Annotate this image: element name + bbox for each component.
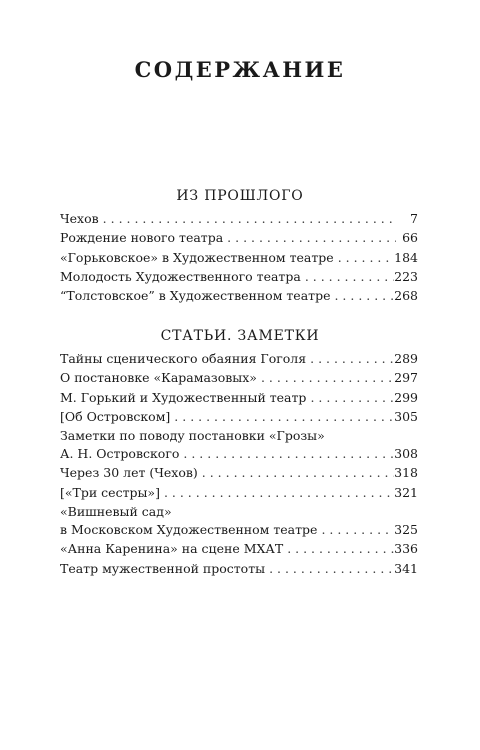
toc-entry[interactable]	[60, 484, 418, 502]
toc-entry[interactable]	[60, 389, 418, 407]
toc-entry-page: 7	[410, 211, 418, 226]
dot-leader	[223, 229, 396, 247]
toc-entry[interactable]	[60, 229, 418, 247]
dot-leader	[306, 389, 394, 407]
dot-leader	[99, 210, 396, 228]
toc-entry-title: Рождение нового театра	[60, 230, 224, 246]
toc-entry-page: 305	[394, 408, 418, 424]
dot-leader	[306, 350, 394, 368]
toc-entry-title-line1: «Вишневый сад»	[60, 504, 172, 520]
dot-leader	[283, 540, 394, 558]
toc-entry-title: «Горьковское» в Художественном театре	[60, 249, 334, 265]
toc-entry-title: в Московском Художественном театре	[60, 522, 318, 538]
toc-entry[interactable]	[60, 268, 418, 286]
toc-entry-page: 321	[394, 484, 418, 500]
toc-entry[interactable]	[60, 369, 418, 387]
toc-entry-title: О постановке «Карамазовых»	[60, 370, 257, 386]
toc-entry-page: 325	[394, 522, 418, 538]
toc-entry[interactable]	[60, 503, 418, 539]
toc-entry-title: Тайны сценического обаяния Гоголя	[60, 351, 307, 366]
toc-entry-page: 336	[394, 541, 418, 557]
toc-entry-page: 318	[394, 465, 418, 481]
toc-entry-title: “Толстовское” в Художественном театре	[60, 288, 331, 304]
toc-entry-page: 297	[394, 370, 418, 386]
toc-list-stati-zametki	[60, 350, 418, 579]
toc-entry-page: 299	[394, 389, 418, 405]
toc-entry-title-line1: Заметки по поводу постановки «Грозы»	[60, 428, 325, 444]
toc-entry-page: 308	[394, 446, 418, 462]
toc-entry[interactable]	[60, 249, 418, 267]
dot-leader	[160, 484, 394, 502]
section-title-stati-zametki: СТАТЬИ. ЗАМЕТКИ	[160, 328, 320, 344]
toc-entry-page: 66	[402, 230, 418, 246]
toc-entry-title: Театр мужественной простоты	[60, 560, 266, 576]
toc-entry-title: М. Горький и Художественный театр	[60, 389, 307, 405]
dot-leader	[257, 369, 394, 387]
toc-entry[interactable]	[60, 540, 418, 558]
toc-entry-title: [«Три сестры»]	[60, 484, 160, 500]
toc-entry-title: [Об Островском]	[60, 408, 171, 424]
toc-entry-page: 268	[394, 288, 418, 304]
toc-entry[interactable]	[60, 210, 418, 228]
toc-entry-page: 289	[394, 351, 418, 366]
dot-leader	[330, 287, 394, 305]
section-title-iz-proshlogo: ИЗ ПРОШЛОГО	[176, 188, 304, 204]
dot-leader	[170, 408, 394, 426]
dot-leader	[179, 445, 394, 463]
toc-entry-page: 184	[394, 249, 418, 265]
toc-entry-title: А. Н. Островского	[60, 446, 180, 462]
dot-leader	[301, 268, 394, 286]
toc-entry-title: «Анна Каренина» на сцене МХАТ	[60, 541, 284, 557]
toc-entry-title: Через 30 лет (Чехов)	[60, 465, 198, 481]
dot-leader	[265, 560, 394, 578]
toc-entry-title: Молодость Художественного театра	[60, 268, 301, 284]
toc-entry-title: Чехов	[60, 211, 99, 226]
toc-entry[interactable]	[60, 560, 418, 578]
dot-leader	[317, 521, 394, 539]
toc-entry-page: 223	[394, 268, 418, 284]
toc-entry[interactable]	[60, 350, 418, 368]
toc-entry[interactable]	[60, 427, 418, 463]
page-title: СОДЕРЖАНИЕ	[134, 57, 346, 83]
toc-list-iz-proshlogo	[60, 210, 418, 306]
dot-leader	[198, 464, 394, 482]
toc-entry[interactable]	[60, 408, 418, 426]
dot-leader	[334, 249, 394, 267]
toc-entry[interactable]	[60, 464, 418, 482]
toc-entry-page: 341	[394, 560, 418, 576]
toc-entry[interactable]	[60, 287, 418, 305]
